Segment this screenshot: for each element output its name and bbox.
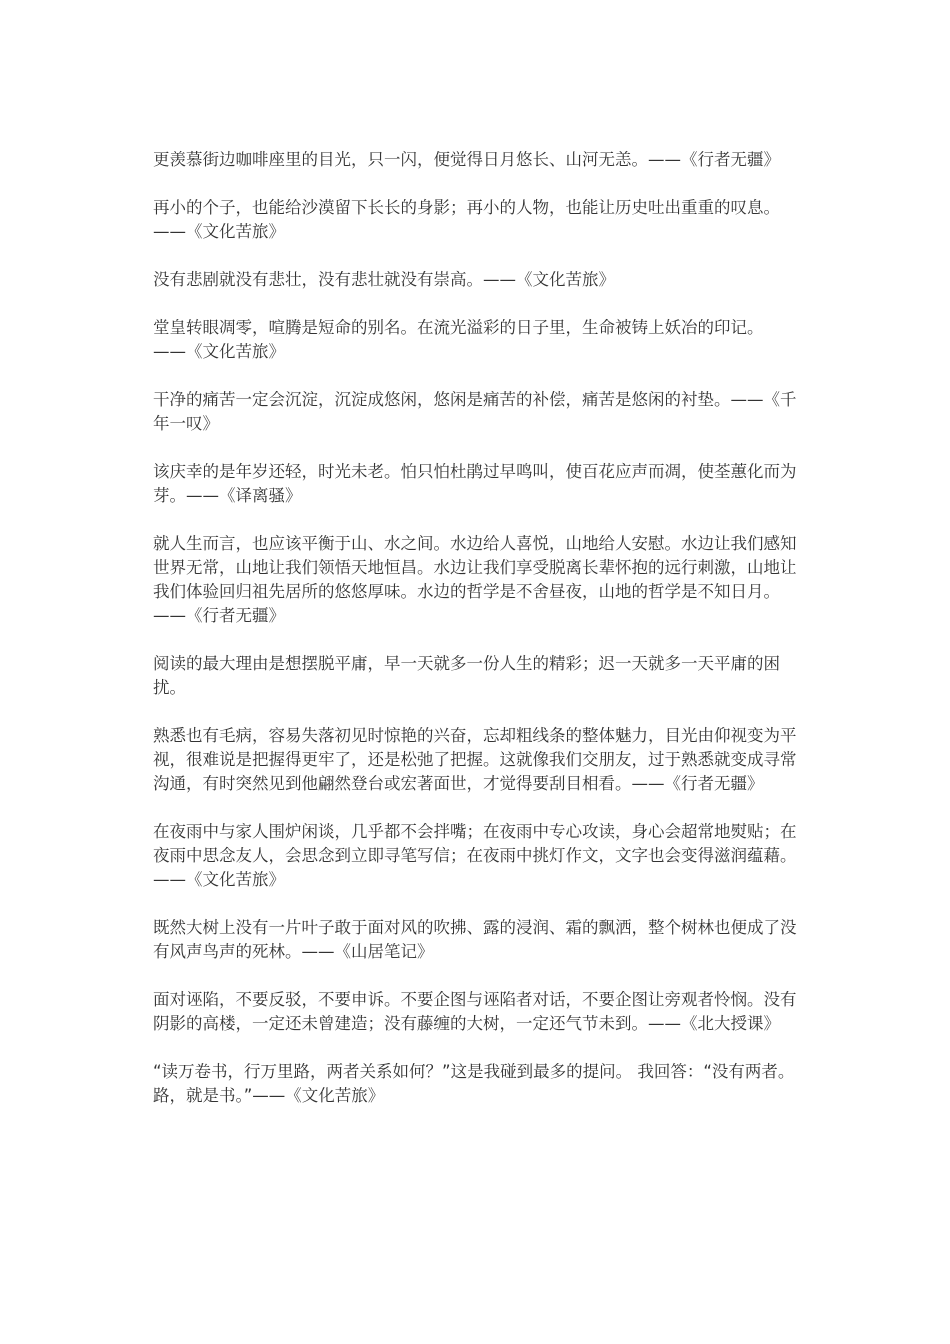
quote-paragraph-6: 该庆幸的是年岁还轻，时光未老。怕只怕杜鹃过早鸣叫，使百花应声而凋，使荃蕙化而为芽。——《译离骚》 — [153, 462, 797, 505]
quote-paragraph-3: 没有悲剧就没有悲壮，没有悲壮就没有崇高。——《文化苦旅》 — [153, 270, 615, 289]
document-body — [153, 148, 798, 1132]
quote-paragraph-13: “读万卷书，行万里路，两者关系如何？”这是我碰到最多的提问。 我回答：“没有两者。路，就是书。”——《文化苦旅》 — [153, 1062, 795, 1105]
quote-paragraph-5: 干净的痛苦一定会沉淀，沉淀成悠闲，悠闲是痛苦的补偿，痛苦是悠闲的衬垫。——《千年一叹》 — [153, 390, 797, 433]
quote-paragraph-11: 既然大树上没有一片叶子敢于面对风的吹拂、露的浸润、霜的飘洒，整个树林也便成了没有风声鸟声的死林。——《山居笔记》 — [153, 918, 797, 961]
quote-paragraph-12: 面对诬陷，不要反驳，不要申诉。不要企图与诬陷者对话，不要企图让旁观者怜悯。没有阴影的高楼，一定还未曾建造；没有藤缠的大树，一定还气节未到。——《北大授课》 — [153, 990, 797, 1033]
quote-paragraph-10: 在夜雨中与家人围炉闲谈，几乎都不会拌嘴；在夜雨中专心攻读，身心会超常地熨贴；在夜雨中思念友人，会思念到立即寻笔写信；在夜雨中挑灯作文，文字也会变得滋润蕴藉。——《文化苦旅》 — [153, 822, 797, 889]
quote-paragraph-8: 阅读的最大理由是想摆脱平庸，早一天就多一份人生的精彩；迟一天就多一天平庸的困扰。 — [153, 654, 780, 697]
quote-paragraph-9: 熟悉也有毛病，容易失落初见时惊艳的兴奋，忘却粗线条的整体魅力，目光由仰视变为平视，很难说是把握得更牢了，还是松弛了把握。这就像我们交朋友，过于熟悉就变成寻常沟通，有时突然见到他翩然登台或宏著面世，才觉得要刮目相看。——《行者无疆》 — [153, 726, 797, 793]
quote-paragraph-2: 再小的个子，也能给沙漠留下长长的身影；再小的人物，也能让历史吐出重重的叹息。——《文化苦旅》 — [153, 198, 780, 241]
quote-paragraph-7: 就人生而言，也应该平衡于山、水之间。水边给人喜悦，山地给人安慰。水边让我们感知世界无常，山地让我们领悟天地恒昌。水边让我们享受脱离长辈怀抱的远行刺激，山地让我们体验回归祖先居所的悠悠厚味。水边的哲学是不舍昼夜，山地的哲学是不知日月。——《行者无疆》 — [153, 534, 797, 625]
quote-paragraph-1: 更羡慕街边咖啡座里的目光，只一闪，便觉得日月悠长、山河无恙。——《行者无疆》 — [153, 150, 780, 169]
quote-paragraph-4: 堂皇转眼凋零，喧腾是短命的别名。在流光溢彩的日子里，生命被铸上妖冶的印记。 ——《文化苦旅》 — [153, 318, 764, 361]
